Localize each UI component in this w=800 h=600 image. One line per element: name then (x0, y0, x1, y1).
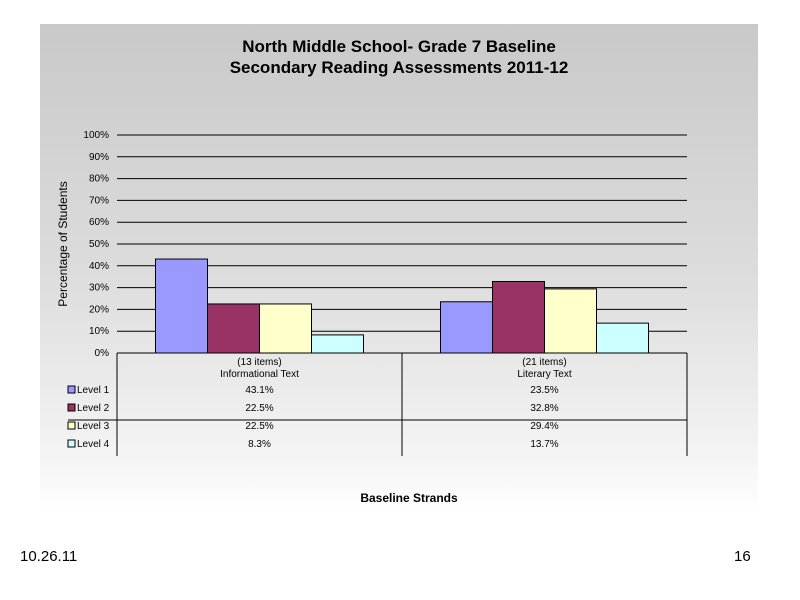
bar-level-2 (493, 281, 545, 353)
legend-label: Level 3 (77, 421, 110, 432)
legend-swatch (68, 386, 75, 393)
legend-label: Level 2 (77, 403, 110, 414)
data-label: 13.7% (530, 439, 559, 450)
data-label: 8.3% (248, 439, 271, 450)
y-tick-label: 100% (83, 130, 109, 141)
y-tick-label: 50% (88, 239, 109, 250)
bar-level-1 (441, 302, 493, 353)
bar-level-3 (260, 304, 312, 353)
y-tick-label: 0% (94, 348, 109, 359)
data-label: 43.1% (245, 385, 274, 396)
y-tick-label: 70% (88, 195, 109, 207)
chart-panel (40, 24, 758, 514)
x-axis-title: Baseline Strands (360, 491, 458, 505)
y-tick-label: 60% (88, 217, 109, 229)
footer-date: 10.26.11 (20, 548, 78, 565)
bar-chart (40, 24, 758, 514)
footer-page-number: 16 (734, 548, 751, 565)
bar-level-1 (156, 259, 208, 353)
y-tick-label: 10% (88, 326, 109, 338)
chart-subtitle: Secondary Reading Assessments 2011-12 (229, 58, 569, 77)
y-tick-label: 20% (88, 304, 109, 316)
data-label: 22.5% (245, 421, 274, 432)
y-axis-title: Percentage of Students (56, 181, 70, 307)
category-name-label: Literary Text (517, 369, 572, 380)
bar-level-4 (312, 335, 364, 353)
y-tick-label: 80% (88, 173, 109, 185)
legend-label: Level 4 (77, 439, 110, 450)
data-label: 29.4% (530, 421, 559, 432)
category-items-label: (13 items) (237, 357, 282, 368)
y-tick-label: 30% (88, 282, 109, 294)
bar-level-2 (208, 304, 260, 353)
data-label: 23.5% (530, 385, 559, 396)
category-name-label: Informational Text (220, 369, 299, 380)
legend-swatch (68, 440, 75, 447)
category-items-label: (21 items) (522, 357, 567, 368)
data-label: 32.8% (530, 403, 559, 414)
legend-label: Level 1 (77, 385, 110, 396)
bar-level-4 (597, 323, 649, 353)
y-tick-label: 40% (88, 260, 109, 272)
legend-swatch (68, 404, 75, 411)
bar-level-3 (545, 289, 597, 353)
legend-swatch (68, 422, 75, 429)
y-tick-label: 90% (88, 151, 109, 163)
data-label: 22.5% (245, 403, 274, 414)
chart-title: North Middle School- Grade 7 Baseline (242, 37, 556, 56)
